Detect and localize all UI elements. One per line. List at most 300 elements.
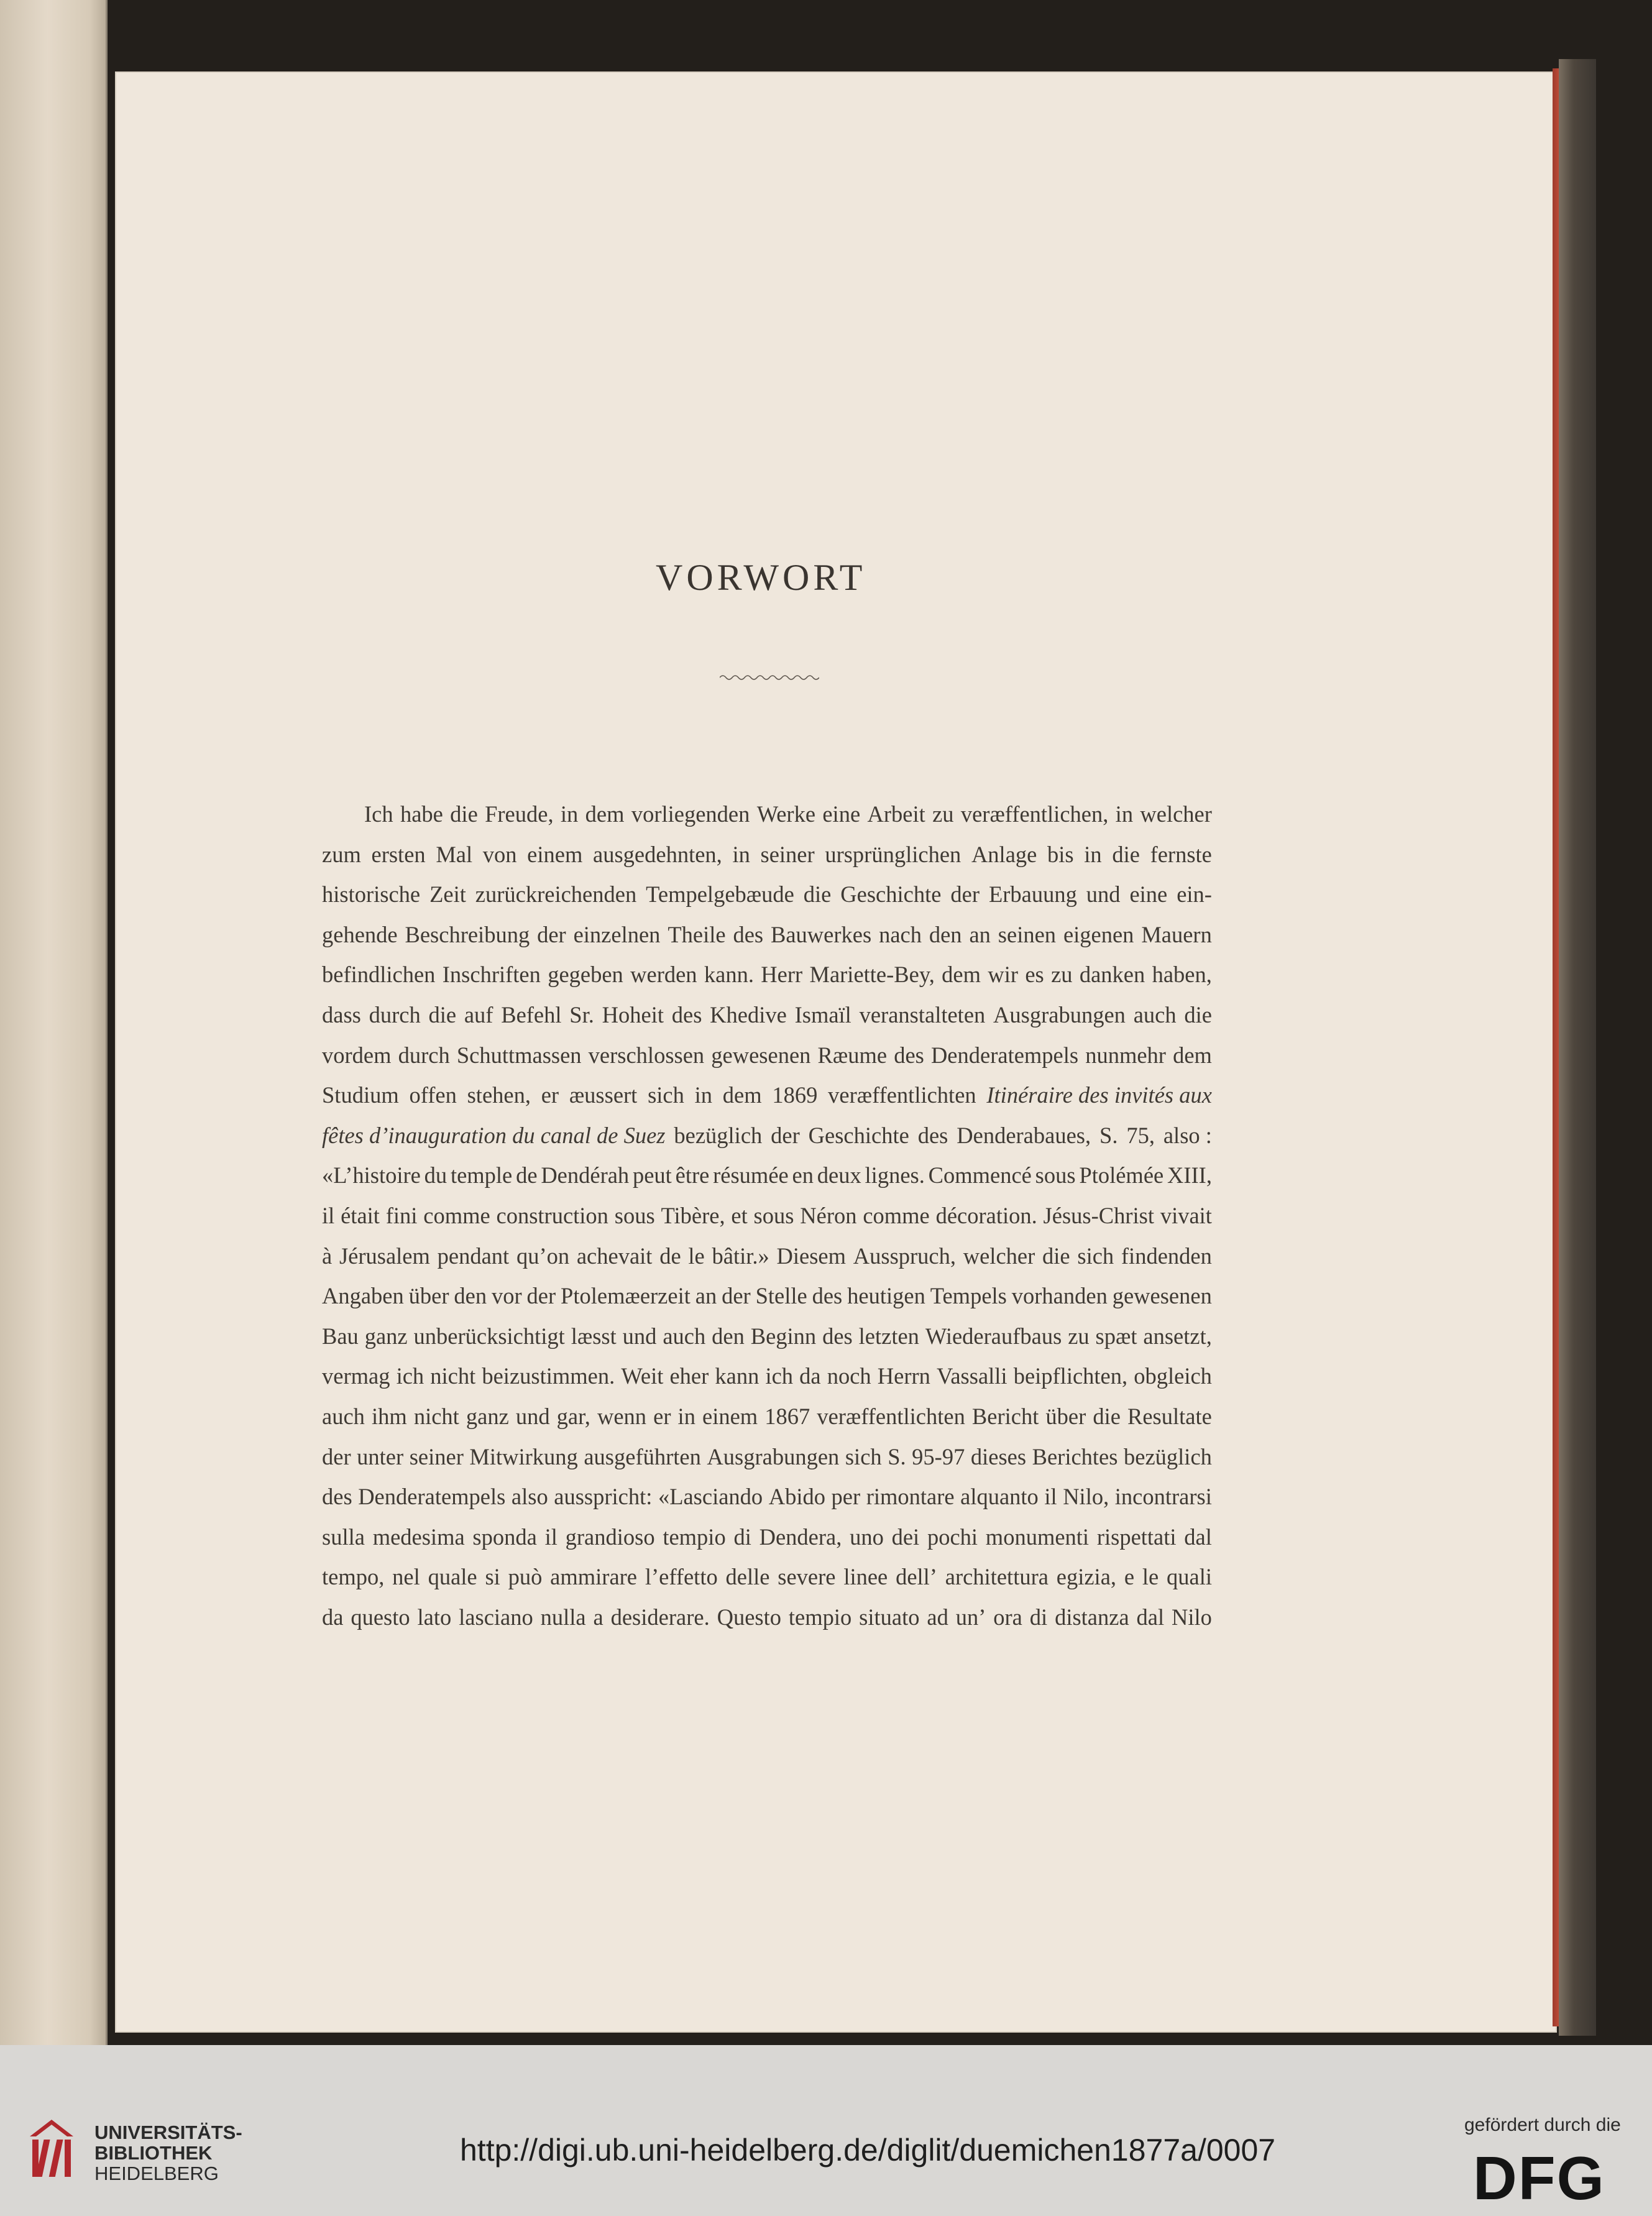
word: incontrarsi — [1114, 1484, 1212, 1510]
word: Anlage — [971, 841, 1037, 867]
word: per — [831, 1484, 861, 1510]
word: Theile — [668, 921, 726, 947]
word: habe — [400, 801, 443, 827]
word: ausgedehnten, — [593, 841, 722, 867]
word: befindlichen — [322, 962, 436, 988]
word: dieses — [970, 1443, 1027, 1469]
word: Itinéraire des invités aux — [986, 1082, 1212, 1108]
word: veranstalteten — [859, 1001, 986, 1028]
word: Questo — [717, 1604, 781, 1630]
word: peut — [632, 1162, 672, 1188]
word: Geschichte — [840, 881, 942, 908]
word: ad — [927, 1604, 948, 1630]
word: von — [482, 841, 517, 867]
word: vivait — [1160, 1202, 1212, 1228]
word: «L’histoire — [322, 1162, 421, 1188]
word: zum — [322, 841, 361, 867]
word: Arbeit — [867, 801, 925, 827]
word: Ismaïl — [794, 1001, 851, 1028]
word: ersten — [371, 841, 426, 867]
text-line — [322, 1075, 1212, 1116]
word: 1867 — [764, 1403, 810, 1429]
word: es — [1025, 962, 1044, 988]
word: die — [1184, 1001, 1212, 1028]
word: der — [537, 921, 566, 947]
word: Commencé — [928, 1162, 1032, 1188]
word: vor — [492, 1283, 522, 1309]
word: Jésus-Christ — [1043, 1202, 1155, 1228]
word: ein- — [1177, 881, 1212, 908]
word: Beschreibung — [405, 921, 530, 947]
word: in — [732, 841, 750, 867]
word: in — [1115, 801, 1134, 827]
word: æussert — [569, 1082, 638, 1108]
text-line — [322, 1196, 1212, 1236]
library-logo-icon — [24, 2115, 80, 2183]
word: Ich — [364, 801, 393, 827]
word: S. — [888, 1443, 906, 1469]
word: die — [1093, 1403, 1121, 1429]
word: il — [1044, 1484, 1057, 1510]
word: beipflichten, — [1013, 1363, 1128, 1389]
word: Werke — [756, 801, 816, 827]
word: Khedive — [710, 1001, 787, 1028]
word: pochi — [927, 1524, 978, 1550]
word: nicht — [413, 1403, 459, 1429]
word: Hoheit — [602, 1001, 664, 1028]
word: dal — [1136, 1604, 1165, 1630]
word: werden — [630, 962, 697, 988]
word: heutigen — [847, 1283, 925, 1309]
word: Vassalli — [937, 1363, 1007, 1389]
word: auch — [663, 1323, 706, 1349]
word: ganz — [364, 1323, 408, 1349]
word: bezüglich — [1124, 1443, 1212, 1469]
text-line — [322, 1276, 1212, 1317]
word: und — [1086, 881, 1121, 908]
word: Dendérah — [541, 1162, 630, 1188]
word: ich — [396, 1363, 424, 1389]
word: letzten — [858, 1323, 919, 1349]
word: ora — [993, 1604, 1022, 1630]
word: sich — [648, 1082, 684, 1108]
word: XIII, — [1167, 1162, 1212, 1188]
title-ornament — [720, 671, 819, 684]
word: dem — [942, 962, 981, 988]
word: Berichtes — [1032, 1443, 1118, 1469]
text-line — [322, 1517, 1212, 1558]
word: architettura — [945, 1564, 1049, 1590]
word: S. — [1099, 1122, 1118, 1148]
word: il — [544, 1524, 558, 1550]
word: de — [516, 1162, 538, 1188]
word: an — [695, 1283, 717, 1309]
word: ammirare — [550, 1564, 638, 1590]
preface-paragraph — [322, 794, 1212, 1637]
word: des — [917, 1122, 948, 1148]
word: den — [929, 921, 962, 947]
word: delle — [725, 1564, 770, 1590]
word: Tempels — [930, 1283, 1007, 1309]
word: dem — [585, 801, 625, 827]
word: ausgeführten — [584, 1443, 701, 1469]
word: Mauern — [1141, 921, 1212, 947]
word: può — [508, 1564, 543, 1590]
word: Abido — [768, 1484, 825, 1510]
word: deux — [817, 1162, 861, 1188]
word: bis — [1047, 841, 1074, 867]
word: den — [454, 1283, 487, 1309]
text-line — [322, 1156, 1212, 1196]
word: zu — [1051, 962, 1073, 988]
word: e — [1124, 1564, 1135, 1590]
word: ich — [765, 1363, 794, 1389]
word: verschlossen — [588, 1042, 705, 1068]
word: Freude, — [485, 801, 554, 827]
word: der — [526, 1283, 556, 1309]
word: zu — [932, 801, 954, 827]
word: tempo, — [322, 1564, 385, 1590]
word: du — [424, 1162, 447, 1188]
word: nulla — [540, 1604, 586, 1630]
word: die — [803, 881, 832, 908]
word: à — [322, 1243, 333, 1269]
word: Ausgrabungen — [707, 1443, 840, 1469]
word: durch — [369, 1001, 421, 1028]
word: fernste — [1150, 841, 1212, 867]
word: Ausgrabungen — [993, 1001, 1126, 1028]
word: sulla — [322, 1524, 365, 1550]
word: findenden — [1121, 1243, 1212, 1269]
word: l’effetto — [645, 1564, 718, 1590]
word: eher — [669, 1363, 709, 1389]
word: en — [792, 1162, 814, 1188]
word: eine — [1129, 881, 1168, 908]
word: wir — [988, 962, 1018, 988]
word: in — [694, 1082, 713, 1108]
word: kann. — [704, 962, 754, 988]
word: uno — [850, 1524, 884, 1550]
word: Mal — [436, 841, 473, 867]
word: egizia, — [1056, 1564, 1117, 1590]
word: dem — [722, 1082, 762, 1108]
word: de — [659, 1243, 681, 1269]
word: fêtes d’inauguration du canal de Suez — [322, 1122, 666, 1148]
word: Jérusalem — [339, 1243, 430, 1269]
page-title: VORWORT — [656, 557, 866, 598]
text-line — [322, 1356, 1212, 1397]
text-line — [322, 1116, 1212, 1156]
word: il — [322, 1202, 335, 1228]
word: était — [341, 1202, 380, 1228]
word: Tempelgebæude — [646, 881, 794, 908]
word: welcher — [963, 1243, 1035, 1269]
word: vermag — [322, 1363, 390, 1389]
text-line — [322, 1397, 1212, 1437]
word: und — [622, 1323, 657, 1349]
word: Néron — [800, 1202, 857, 1228]
word: in — [677, 1403, 695, 1429]
word: linee — [843, 1564, 888, 1590]
word: auch — [1133, 1001, 1177, 1028]
word: offen — [409, 1082, 457, 1108]
word: dass — [322, 1001, 361, 1028]
word: ansetzt, — [1143, 1323, 1212, 1349]
word: wenn — [597, 1403, 647, 1429]
word: danken — [1079, 962, 1145, 988]
word: sponda — [472, 1524, 537, 1550]
word: einem — [527, 841, 583, 867]
word: nunmehr — [1085, 1042, 1166, 1068]
word: in — [560, 801, 579, 827]
word: ursprünglichen — [825, 841, 961, 867]
word: Bericht — [971, 1403, 1039, 1429]
word: qu’on — [516, 1243, 570, 1269]
word: et — [731, 1202, 748, 1228]
text-line — [322, 875, 1212, 915]
word: 75, — [1126, 1122, 1155, 1148]
word: distanza — [1055, 1604, 1129, 1630]
word: situato — [859, 1604, 920, 1630]
word: Ræume — [817, 1042, 888, 1068]
word: den — [712, 1323, 745, 1349]
word: Tibère, — [661, 1202, 725, 1228]
text-line — [322, 1437, 1212, 1478]
word: di — [1029, 1604, 1048, 1630]
word: Ausspruch, — [853, 1243, 956, 1269]
word: des — [822, 1323, 853, 1349]
word: spæt — [1095, 1323, 1137, 1349]
word: rispettati — [1096, 1524, 1177, 1550]
word: die — [1042, 1243, 1070, 1269]
word: vorhanden — [1011, 1283, 1108, 1309]
text-line — [322, 1557, 1212, 1598]
word: seiner — [409, 1443, 464, 1469]
word: quali — [1167, 1564, 1212, 1590]
word: bâtir.» — [712, 1243, 769, 1269]
word: être — [675, 1162, 710, 1188]
word: einzelnen — [573, 921, 661, 947]
word: Ptolemæerzeit — [561, 1283, 691, 1309]
text-line — [322, 1236, 1212, 1277]
word: bezüglich — [674, 1122, 763, 1148]
word: lato — [417, 1604, 452, 1630]
word: fini — [385, 1202, 418, 1228]
word: a — [593, 1604, 603, 1630]
word: desiderare. — [610, 1604, 710, 1630]
word: Mariette-Bey, — [809, 962, 935, 988]
word: nicht — [430, 1363, 476, 1389]
word: also — [511, 1484, 548, 1510]
word: veræffentlichen, — [960, 801, 1109, 827]
word: rimontare — [866, 1484, 955, 1510]
word: Sr. — [569, 1001, 594, 1028]
word: 1869 — [772, 1082, 818, 1108]
word: der — [722, 1283, 751, 1309]
word: Inschriften — [442, 962, 541, 988]
word: welcher — [1140, 801, 1212, 827]
word: vordem — [322, 1042, 392, 1068]
word: Denderatempels — [930, 1042, 1079, 1068]
library-line-2: BIBLIOTHEK — [94, 2142, 213, 2164]
word: sich — [845, 1443, 882, 1469]
word: alquanto — [960, 1484, 1039, 1510]
word: tempio — [663, 1524, 726, 1550]
word: temple — [450, 1162, 513, 1188]
word: unter — [357, 1443, 404, 1469]
word: der — [771, 1122, 800, 1148]
word: in — [1084, 841, 1102, 867]
word: eine — [822, 801, 861, 827]
text-line — [322, 1598, 1212, 1638]
word: gegeben — [548, 962, 623, 988]
library-name — [94, 2122, 242, 2184]
word: «Lasciando — [658, 1484, 763, 1510]
word: da — [799, 1363, 821, 1389]
word: durch — [398, 1042, 450, 1068]
word: nel — [392, 1564, 420, 1590]
word: Schuttmassen — [456, 1042, 582, 1068]
text-line — [322, 995, 1212, 1036]
word: construction — [496, 1202, 608, 1228]
word: Dendera, — [759, 1524, 842, 1550]
word: Bau — [322, 1323, 359, 1349]
word: die — [1112, 841, 1140, 867]
word: veræffentlichten — [817, 1403, 965, 1429]
word: sous — [614, 1202, 655, 1228]
word: über — [1045, 1403, 1086, 1429]
word: Mitwirkung — [469, 1443, 578, 1469]
word: achevait — [576, 1243, 653, 1269]
word: læsst — [571, 1323, 617, 1349]
word: auch — [322, 1403, 365, 1429]
word: Befehl — [501, 1001, 562, 1028]
word: Zeit — [429, 881, 466, 908]
word: gehende — [322, 921, 398, 947]
word: dei — [891, 1524, 920, 1550]
word: résumée — [713, 1162, 789, 1188]
word: veræffentlichten — [828, 1082, 976, 1108]
word: historische — [322, 881, 421, 908]
word: Nilo, — [1063, 1484, 1109, 1510]
word: Ptolémée — [1079, 1162, 1164, 1188]
word: des — [322, 1484, 352, 1510]
word: ihm — [371, 1403, 407, 1429]
word: des — [894, 1042, 924, 1068]
word: nach — [879, 921, 922, 947]
word: questo — [351, 1604, 410, 1630]
word: Weit — [621, 1363, 664, 1389]
word: Nilo — [1172, 1604, 1212, 1630]
word: Denderabaues, — [957, 1122, 1091, 1148]
word: gewesenen — [711, 1042, 811, 1068]
word: le — [688, 1243, 705, 1269]
word: severe — [778, 1564, 836, 1590]
word: er — [541, 1082, 559, 1108]
word: der — [322, 1443, 351, 1469]
word: Herrn — [877, 1363, 930, 1389]
word: di — [733, 1524, 751, 1550]
dfg-logo: DFG — [1473, 2144, 1605, 2212]
permalink-url[interactable]: http://digi.ub.uni-heidelberg.de/diglit/duemichen1877a/0007 — [460, 2133, 1276, 2168]
word: des — [812, 1283, 843, 1309]
word: Geschichte — [808, 1122, 909, 1148]
library-line-3: HEIDELBERG — [94, 2163, 219, 2184]
word: des — [671, 1001, 702, 1028]
word: dal — [1184, 1524, 1212, 1550]
word: dem — [1173, 1042, 1212, 1068]
word: gewesenen — [1112, 1283, 1212, 1309]
word: also : — [1163, 1122, 1212, 1148]
word: die — [450, 801, 478, 827]
word: beizustimmen. — [482, 1363, 615, 1389]
word: der — [950, 881, 980, 908]
text-line — [322, 794, 1212, 835]
text-line — [322, 1036, 1212, 1076]
book-cover-edge — [1559, 59, 1596, 2036]
word: Diesem — [776, 1243, 846, 1269]
word: unberücksichtigt — [413, 1323, 565, 1349]
word: Denderatempels — [358, 1484, 506, 1510]
word: und — [515, 1403, 550, 1429]
word: dell’ — [896, 1564, 937, 1590]
word: medesima — [372, 1524, 465, 1550]
word: eigenen — [1063, 921, 1134, 947]
word: die — [428, 1001, 457, 1028]
word: noch — [827, 1363, 871, 1389]
word: si — [485, 1564, 500, 1590]
word: sous — [1035, 1162, 1076, 1188]
word: monumenti — [985, 1524, 1090, 1550]
word: stehen, — [467, 1082, 531, 1108]
word: Studium — [322, 1082, 399, 1108]
word: ausspricht: — [554, 1484, 653, 1510]
word: Beginn — [750, 1323, 817, 1349]
word: lasciano — [459, 1604, 533, 1630]
word: vorliegenden — [631, 801, 750, 827]
word: lignes. — [865, 1162, 925, 1188]
word: kann — [715, 1363, 759, 1389]
text-line — [322, 1317, 1212, 1357]
word: Bauwerkes — [771, 921, 872, 947]
word: haben, — [1152, 962, 1212, 988]
word: seiner — [760, 841, 815, 867]
word: Erbauung — [988, 881, 1077, 908]
word: le — [1142, 1564, 1159, 1590]
word: zu — [1068, 1323, 1090, 1349]
funding-caption: gefördert durch die — [1464, 2115, 1621, 2135]
word: sich — [1077, 1243, 1114, 1269]
word: gar, — [556, 1403, 590, 1429]
word: comme — [863, 1202, 930, 1228]
word: comme — [423, 1202, 490, 1228]
word: quale — [428, 1564, 477, 1590]
footer-bar — [0, 2045, 1652, 2216]
word: er — [653, 1403, 671, 1429]
word: tempio — [788, 1604, 852, 1630]
left-page-edge — [0, 0, 108, 2045]
library-line-1: UNIVERSITÄTS- — [94, 2122, 242, 2143]
word: zurückreichenden — [475, 881, 637, 908]
word: obgleich — [1134, 1363, 1212, 1389]
word: auf — [464, 1001, 493, 1028]
word: Angaben — [322, 1283, 404, 1309]
word: décoration. — [935, 1202, 1037, 1228]
word: einem — [702, 1403, 758, 1429]
word: ganz — [466, 1403, 509, 1429]
word: grandioso — [565, 1524, 655, 1550]
word: Wiederaufbaus — [925, 1323, 1062, 1349]
